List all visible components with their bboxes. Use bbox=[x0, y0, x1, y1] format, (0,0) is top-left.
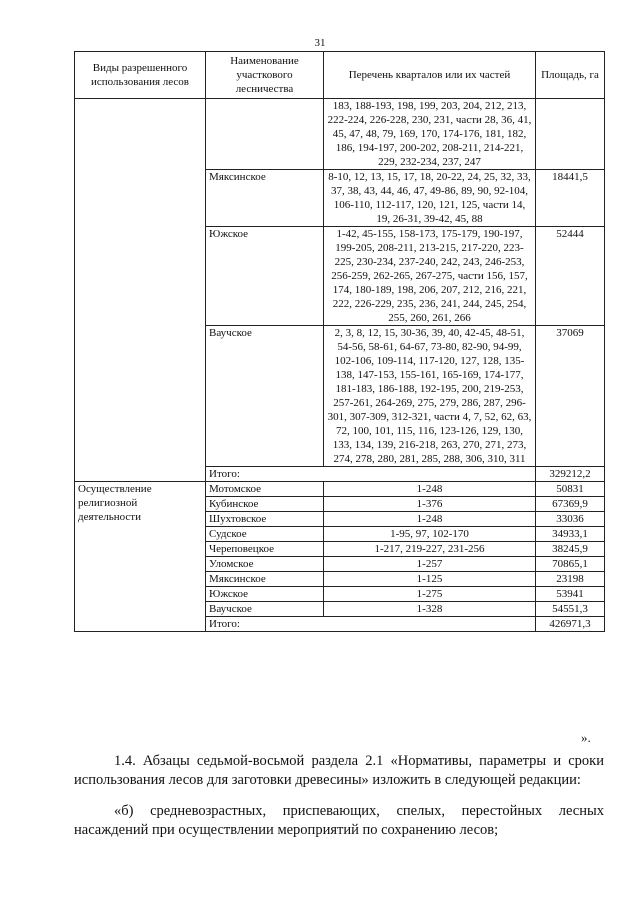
forestry-cell: Мяксинское bbox=[206, 572, 324, 587]
area-cell: 23198 bbox=[536, 572, 605, 587]
quarters-cell: 8-10, 12, 13, 15, 17, 18, 20-22, 24, 25, 32, 33, 37, 38, 43, 44, 46, 47, 49-86, 89, 90, 92-104, 106-110, 112-117, 120, 121, 125, части 14, 19, 26-31, 39-42, 45, 88 bbox=[324, 170, 536, 227]
page-number: 31 bbox=[314, 37, 326, 49]
area-cell: 53941 bbox=[536, 587, 605, 602]
closing-quote: ». bbox=[581, 730, 591, 745]
quarters-cell: 1-275 bbox=[324, 587, 536, 602]
table-row bbox=[75, 99, 605, 170]
forestry-cell: Мяксинское bbox=[206, 170, 324, 227]
area-cell: 67369,9 bbox=[536, 497, 605, 512]
quarters-cell: 1-217, 219-227, 231-256 bbox=[324, 542, 536, 557]
header-use-type: Виды разрешенного использования лесов bbox=[75, 52, 206, 99]
area-cell: 54551,3 bbox=[536, 602, 605, 617]
forestry-cell: Ваучское bbox=[206, 602, 324, 617]
header-forestry: Наименование участкового лесничества bbox=[206, 52, 324, 99]
total-label: Итого: bbox=[206, 617, 536, 632]
area-cell bbox=[536, 99, 605, 170]
area-cell: 50831 bbox=[536, 482, 605, 497]
quarters-cell: 1-42, 45-155, 158-173, 175-179, 190-197, 199-205, 208-211, 213-215, 217-220, 223-225, 230-234, 237-240, 242, 243, 246-253, 256-259, 262-265, 267-275, части 156, 157, 174, 180-189, 198, 206, 207, 212, 216, 221, 222, 226-229, 235, 236, 241, 244, 245, 254, 255, 260, 261, 266 bbox=[324, 227, 536, 326]
forestry-cell: Уломское bbox=[206, 557, 324, 572]
forestry-cell: Судское bbox=[206, 527, 324, 542]
forestry-cell: Южское bbox=[206, 227, 324, 326]
use-type-cell bbox=[75, 99, 206, 482]
forestry-cell: Кубинское bbox=[206, 497, 324, 512]
paragraph-amendment: 1.4. Абзацы седьмой-восьмой раздела 2.1 «Нормативы, параметры и сроки использования лесов для заготовки древесины» изложить в следующей редакции: bbox=[74, 753, 604, 788]
area-cell: 37069 bbox=[536, 326, 605, 467]
quarters-cell: 1-248 bbox=[324, 512, 536, 527]
total-area: 426971,3 bbox=[536, 617, 605, 632]
area-cell: 38245,9 bbox=[536, 542, 605, 557]
forestry-cell: Шухтовское bbox=[206, 512, 324, 527]
paragraph-item-b: «б) средневозрастных, приспевающих, спелых, перестойных лесных насаждений при осуществлении мероприятий по сохранению лесов; bbox=[74, 803, 604, 838]
forestry-cell bbox=[206, 99, 324, 170]
forestry-cell: Южское bbox=[206, 587, 324, 602]
area-cell: 70865,1 bbox=[536, 557, 605, 572]
quarters-cell: 1-257 bbox=[324, 557, 536, 572]
quarters-cell: 1-125 bbox=[324, 572, 536, 587]
header-quarters: Перечень кварталов или их частей bbox=[324, 52, 536, 99]
area-cell: 18441,5 bbox=[536, 170, 605, 227]
use-type-cell: Осуществление религиозной деятельности bbox=[75, 482, 206, 632]
table-header-row bbox=[75, 52, 605, 99]
quarters-cell: 1-95, 97, 102-170 bbox=[324, 527, 536, 542]
forest-use-table bbox=[74, 51, 605, 632]
quarters-cell: 1-248 bbox=[324, 482, 536, 497]
area-cell: 52444 bbox=[536, 227, 605, 326]
quarters-cell: 1-328 bbox=[324, 602, 536, 617]
quarters-cell: 2, 3, 8, 12, 15, 30-36, 39, 40, 42-45, 48-51, 54-56, 58-61, 64-67, 73-80, 82-90, 94-99, 102-106, 109-114, 117-120, 127, 128, 135-138, 147-153, 155-161, 165-169, 174-177, 181-183, 186-188, 192-195, 200, 219-253, 257-261, 264-269, 275, 279, 286, 287, 296-301, 307-309, 312-321, части 4, 7, 52, 62, 63, 72, 100, 101, 115, 116, 123-126, 129, 130, 133, 134, 139, 216-218, 263, 270, 271, 273, 274, 278, 280, 281, 285, 288, 306, 310, 311 bbox=[324, 326, 536, 467]
table-row bbox=[75, 482, 605, 497]
forestry-cell: Мотомское bbox=[206, 482, 324, 497]
total-label: Итого: bbox=[206, 467, 536, 482]
forestry-cell: Череповецкое bbox=[206, 542, 324, 557]
header-area: Площадь, га bbox=[536, 52, 605, 99]
area-cell: 34933,1 bbox=[536, 527, 605, 542]
total-area: 329212,2 bbox=[536, 467, 605, 482]
forestry-cell: Ваучское bbox=[206, 326, 324, 467]
quarters-cell: 1-376 bbox=[324, 497, 536, 512]
quarters-cell: 183, 188-193, 198, 199, 203, 204, 212, 213, 222-224, 226-228, 230, 231, части 28, 36, 41, 45, 47, 48, 79, 169, 170, 174-176, 181, 182, 186, 194-197, 200-202, 208-211, 214-221, 229, 232-234, 237, 247 bbox=[324, 99, 536, 170]
area-cell: 33036 bbox=[536, 512, 605, 527]
